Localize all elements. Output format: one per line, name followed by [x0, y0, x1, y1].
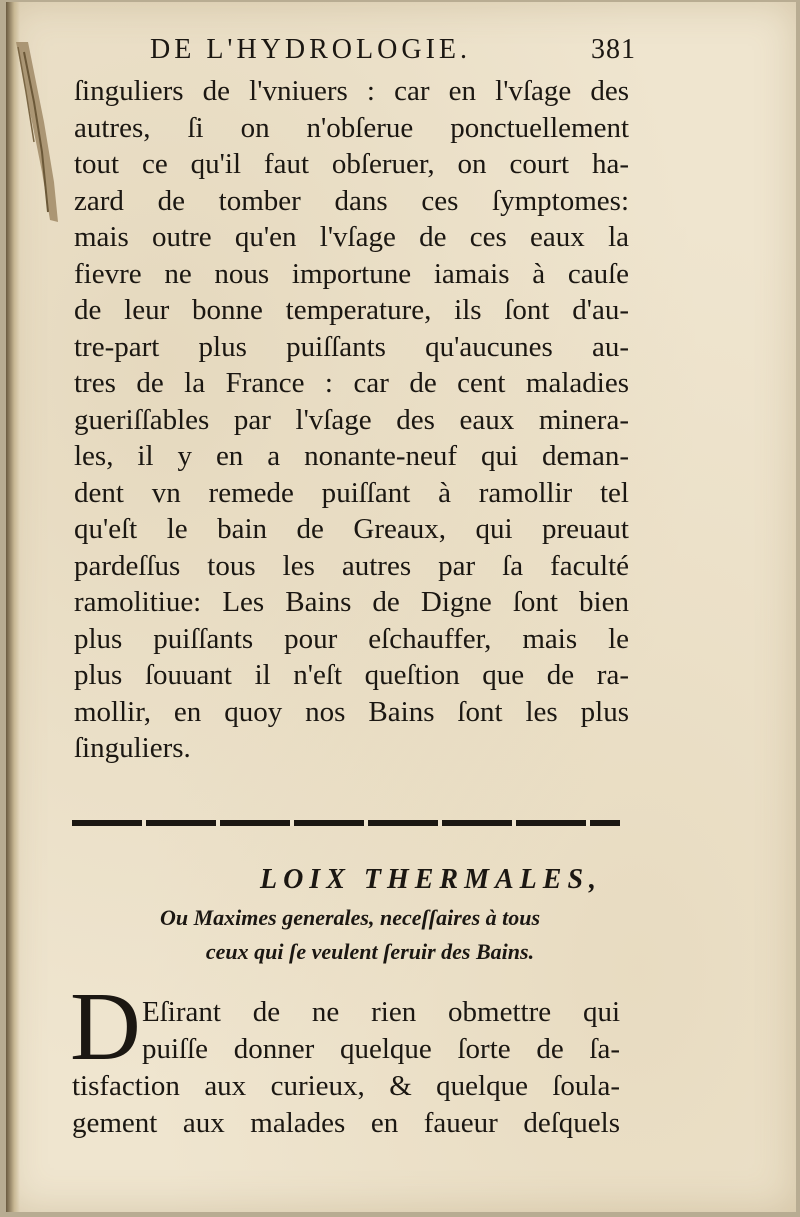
text-line: plus puiſſants pour eſchauffer, mais le [74, 622, 629, 655]
section-subtitle-line: Ou Maximes generales, neceſſaires à tous [159, 905, 541, 930]
book-page [6, 2, 796, 1212]
text-line: tout ce qu'il faut obſeruer, on court ha- [74, 148, 629, 180]
section-title: LOIX THERMALES, [259, 864, 603, 895]
section-divider-rule [72, 820, 620, 826]
text-line: gueriſſables par l'vſage des eaux minera- [74, 403, 629, 436]
text-line: ramolitiue: Les Bains de Digne ſont bien [74, 586, 629, 618]
drop-capital: D [70, 973, 141, 1081]
text-line: pardeſſus tous les autres par ſa faculté [74, 549, 629, 582]
text-line: mais outre qu'en l'vſage de ces eaux la [74, 221, 629, 253]
running-title: DE L'HYDROLOGIE. [150, 34, 472, 65]
text-line: mollir, en quoy nos Bains ſont les plus [74, 695, 629, 728]
text-line: plus ſouuant il n'eſt queſtion que de ra- [74, 659, 629, 691]
section-subtitle-line: ceux qui ſe veulent ſeruir des Bains. [205, 939, 535, 964]
text-line: dent vn remede puiſſant à ramollir tel [74, 476, 629, 509]
page-number: 381 [591, 34, 636, 65]
text-line: qu'eſt le bain de Greaux, qui preuaut [74, 513, 629, 545]
text-line: tre-part plus puiſſants qu'aucunes au- [74, 330, 629, 363]
text-line: Eſirant de ne rien obmettre qui [142, 996, 620, 1028]
text-line: zard de tomber dans ces ſymptomes: [74, 184, 629, 217]
text-line: puiſſe donner quelque ſorte de ſa- [142, 1033, 620, 1065]
text-line: tisfaction aux curieux, & quelque ſoula- [72, 1070, 620, 1102]
text-line: tres de la France : car de cent maladies [74, 367, 629, 399]
text-line: autres, ſi on n'obſerue ponctuellement [74, 111, 629, 144]
bookmark-ribbon-image [14, 42, 60, 222]
paragraph-1 [74, 73, 629, 767]
running-header [136, 34, 636, 74]
text-line: fievre ne nous importune iamais à cauſe [74, 257, 629, 290]
text-line: ſinguliers. [74, 732, 191, 764]
text-line: ſinguliers de l'vniuers : car en l'vſage des [74, 75, 629, 107]
text-line: gement aux malades en faueur deſquels [72, 1107, 620, 1139]
text-line: les, il y en a nonante-neuf qui deman- [74, 440, 629, 472]
text-line: de leur bonne temperature, ils ſont d'au- [74, 294, 629, 326]
